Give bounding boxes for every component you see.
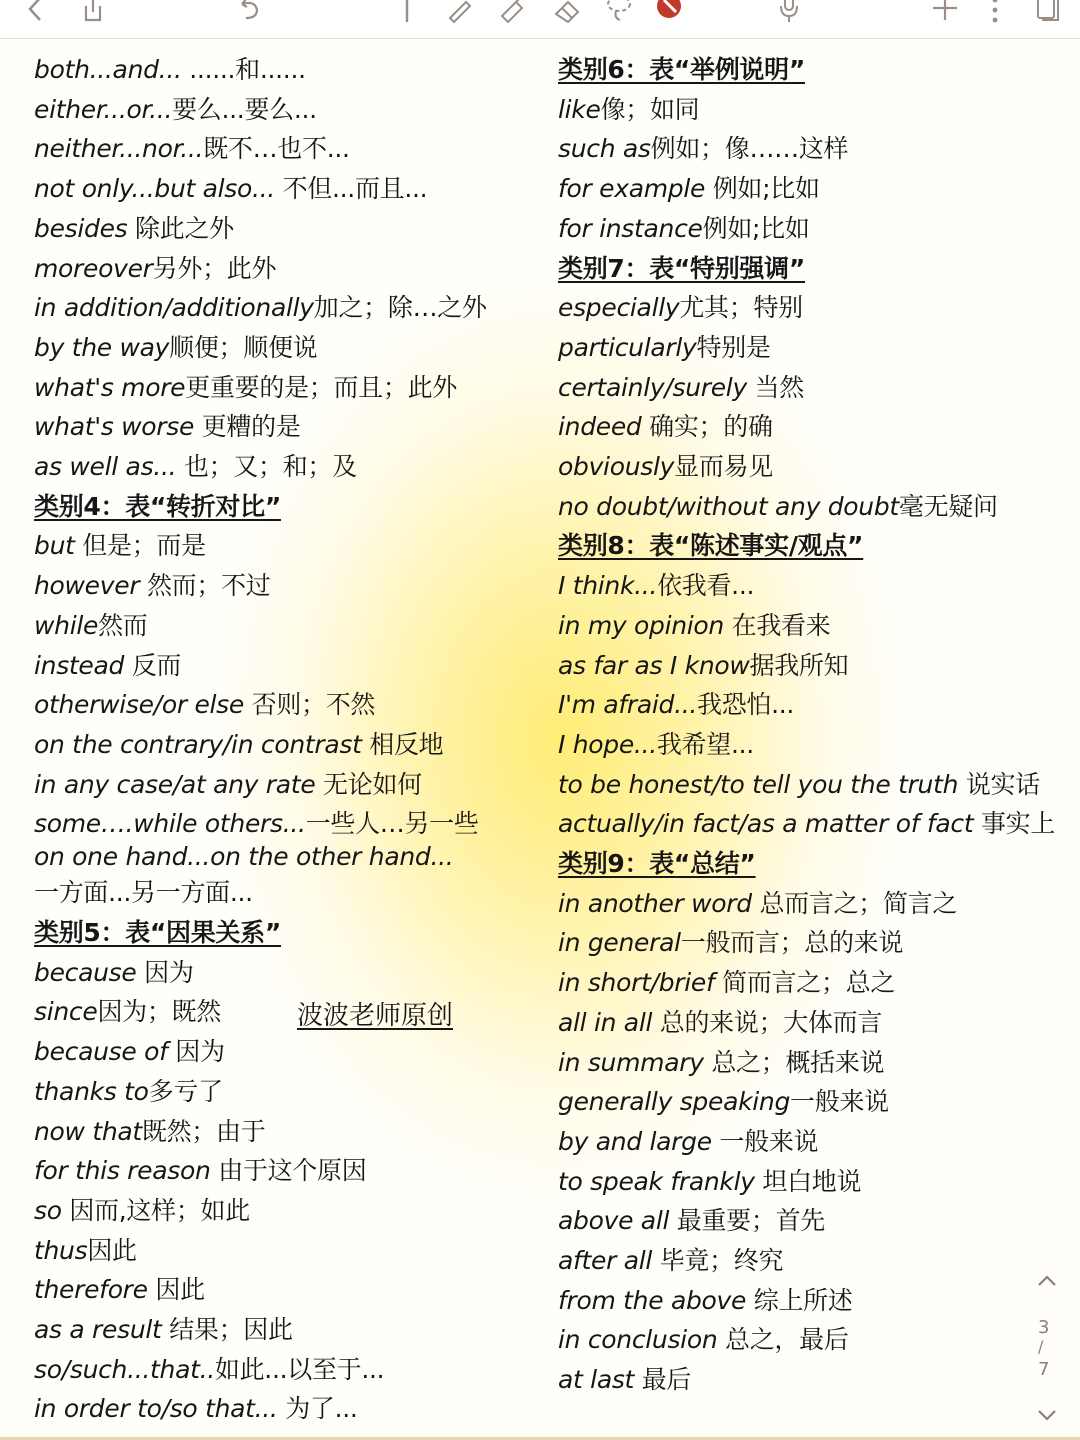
phrase-line — [34, 173, 427, 207]
phrase-line — [558, 769, 1040, 803]
phrase-line — [558, 332, 771, 366]
english-phrase: so/such...that.. — [34, 1355, 215, 1384]
chinese-meaning: 例如;比如 — [702, 213, 810, 243]
chinese-meaning: 确实；的确 — [649, 412, 773, 442]
chinese-meaning: 无论如何 — [323, 770, 422, 799]
chinese-meaning: 一方面...另一方面... — [34, 878, 253, 907]
english-phrase: to speak frankly — [558, 1166, 763, 1196]
current-page: 3 — [1038, 1317, 1050, 1338]
phrase-line — [558, 213, 810, 247]
chinese-meaning: 例如;比如 — [712, 174, 820, 204]
phrase-line — [34, 729, 443, 763]
english-phrase: thanks to — [34, 1077, 149, 1106]
phrase-line — [34, 808, 479, 842]
chinese-meaning: 尤其；特别 — [679, 293, 803, 323]
english-phrase: particularly — [558, 332, 697, 362]
phrase-line — [558, 451, 773, 485]
pen-icon[interactable] — [444, 0, 478, 26]
english-phrase: in short/brief — [558, 968, 723, 998]
phrase-line — [34, 1076, 223, 1110]
english-phrase: obviously — [558, 452, 675, 481]
chinese-meaning: 不但...而且... — [282, 174, 428, 203]
phrase-line — [558, 729, 754, 763]
phrase-line — [34, 1155, 366, 1189]
phrase-line — [558, 689, 794, 723]
chinese-meaning: 据我所知 — [749, 650, 849, 680]
page-navigator — [1028, 1271, 1068, 1431]
english-phrase: above all — [558, 1206, 677, 1236]
phrase-line — [558, 1166, 861, 1200]
english-phrase: as well as... — [34, 452, 184, 481]
english-phrase: for instance — [558, 213, 703, 243]
english-phrase: otherwise/or else — [34, 690, 252, 719]
english-phrase: however — [34, 571, 147, 600]
chinese-meaning: 顺便；顺便说 — [169, 333, 318, 362]
english-phrase: in conclusion — [558, 1325, 726, 1355]
phrase-line — [34, 292, 487, 326]
chinese-meaning: 要么...要么... — [172, 95, 317, 124]
chinese-meaning: 总而言之；简言之 — [759, 888, 958, 918]
english-phrase: while — [34, 611, 99, 640]
english-phrase: either...or... — [34, 95, 173, 124]
english-phrase: therefore — [34, 1275, 156, 1304]
phrase-line — [34, 94, 317, 128]
phrase-line — [558, 173, 820, 207]
english-phrase: at last — [558, 1365, 642, 1395]
english-phrase: generally speaking — [558, 1087, 791, 1117]
phrase-line — [558, 292, 803, 326]
chinese-meaning: 然而；不过 — [146, 571, 271, 600]
english-phrase: by the way — [34, 333, 170, 362]
chinese-meaning: 更糟的是 — [201, 412, 301, 441]
toolbar — [0, 0, 1080, 39]
chinese-meaning: 多亏了 — [148, 1077, 223, 1106]
chinese-meaning: 否则；不然 — [251, 690, 376, 719]
english-phrase: especially — [558, 293, 680, 323]
english-phrase: in any case/at any rate — [34, 770, 324, 799]
phrase-line — [558, 1285, 853, 1319]
phrase-line — [558, 1086, 889, 1120]
english-phrase: because — [34, 958, 145, 987]
chinese-meaning: 然而 — [98, 611, 148, 640]
english-phrase: for this reason — [34, 1156, 219, 1185]
chinese-meaning: 当然 — [754, 372, 805, 402]
english-phrase: after all — [558, 1246, 660, 1275]
english-phrase: both...and... — [34, 55, 190, 84]
phrase-line — [558, 491, 998, 525]
english-phrase: as far as I know — [558, 650, 750, 680]
category-heading: 类别8：表“陈述事实/观点” — [558, 531, 864, 561]
chinese-meaning: 坦白地说 — [762, 1166, 862, 1196]
phrase-line — [34, 769, 422, 803]
category-heading: 类别5：表“因果关系” — [34, 918, 281, 947]
english-phrase: from the above — [558, 1285, 754, 1315]
english-phrase: not only...but also... — [34, 174, 283, 203]
phrase-line — [34, 1274, 205, 1308]
english-phrase: like — [558, 94, 601, 124]
chinese-meaning: 我恐怕... — [697, 690, 795, 720]
phrase-line — [34, 332, 317, 366]
chinese-meaning: 既然；由于 — [141, 1117, 266, 1146]
english-phrase: in another word — [558, 888, 760, 918]
chinese-meaning: 在我看来 — [731, 610, 831, 640]
phrase-line — [558, 808, 1055, 842]
phrase-line — [34, 411, 301, 445]
chinese-meaning: 毕竟；终究 — [659, 1246, 784, 1275]
phrase-line — [34, 610, 147, 644]
color-picker-icon[interactable] — [652, 0, 686, 26]
category-heading: 类别9：表“总结” — [558, 849, 756, 878]
phrase-line — [558, 372, 804, 406]
chinese-meaning: 简而言之；总之 — [722, 968, 896, 998]
english-phrase: in summary — [558, 1047, 712, 1077]
lasso-icon[interactable] — [602, 0, 636, 26]
chinese-meaning: 另外；此外 — [152, 254, 277, 283]
chinese-meaning: 一般来说 — [790, 1087, 889, 1117]
chinese-meaning: 也；又；和；及 — [183, 452, 357, 481]
phrase-line — [558, 1245, 783, 1279]
english-phrase: certainly/surely — [558, 372, 755, 402]
phrase-line — [558, 1205, 825, 1239]
eraser-icon[interactable] — [550, 0, 584, 26]
phrase-line — [558, 967, 895, 1001]
chinese-meaning: 结果；因此 — [169, 1315, 293, 1344]
phrase-line — [34, 1036, 225, 1070]
chinese-meaning: 因而,这样；如此 — [69, 1196, 250, 1225]
english-phrase: what's worse — [34, 412, 202, 441]
english-phrase: so — [34, 1196, 70, 1225]
page-down-icon[interactable] — [1034, 1405, 1060, 1425]
english-phrase: in general — [558, 928, 681, 958]
english-phrase: as a result — [34, 1315, 170, 1344]
chinese-meaning: 说实话 — [965, 769, 1040, 799]
phrase-line — [34, 253, 276, 287]
english-phrase: in order to/so that... — [34, 1394, 286, 1423]
english-phrase: some….while others... — [34, 809, 306, 838]
phrase-line — [558, 570, 754, 604]
phrase-line — [34, 650, 181, 684]
share-icon[interactable] — [76, 0, 110, 26]
phrase-line — [558, 1324, 849, 1358]
english-phrase: on the contrary/in contrast — [34, 730, 370, 759]
english-phrase: since — [34, 997, 98, 1026]
phrase-line — [558, 133, 848, 167]
total-pages: 7 — [1038, 1359, 1050, 1380]
phrase-line — [34, 54, 306, 88]
english-phrase: besides — [34, 214, 136, 243]
chinese-meaning: 更重要的是；而且；此外 — [185, 373, 457, 402]
phrase-line — [34, 372, 457, 406]
chinese-meaning: 相反地 — [369, 730, 444, 759]
chinese-meaning: 例如；像……这样 — [650, 134, 849, 164]
chinese-meaning: 由于这个原因 — [218, 1156, 367, 1185]
chinese-meaning: 像；如同 — [600, 94, 700, 124]
chinese-meaning: 因为 — [144, 958, 194, 987]
chinese-meaning: 综上所述 — [753, 1285, 853, 1315]
english-phrase: in my opinion — [558, 610, 732, 640]
text-tool-icon[interactable] — [390, 0, 424, 26]
highlighter-icon[interactable] — [496, 0, 530, 26]
chinese-meaning: 显而易见 — [674, 452, 773, 481]
undo-icon[interactable] — [232, 0, 266, 26]
phrase-line — [34, 1393, 358, 1427]
chinese-meaning: 因为 — [175, 1037, 225, 1066]
category-heading: 类别7：表“特别强调” — [558, 253, 805, 283]
english-phrase: what's more — [34, 373, 186, 402]
phrase-line — [558, 411, 773, 445]
note-page — [0, 39, 1080, 1440]
phrase-line — [34, 213, 234, 247]
phrase-line — [34, 957, 194, 991]
phrase-line — [34, 1195, 250, 1229]
phrase-line — [558, 650, 848, 684]
chinese-meaning: 因此 — [155, 1275, 205, 1304]
microphone-icon[interactable] — [772, 0, 806, 26]
english-phrase: I'm afraid... — [558, 690, 698, 720]
chinese-meaning: 除此之外 — [135, 214, 234, 243]
chinese-meaning: 加之；除…之外 — [313, 293, 487, 322]
phrase-line — [558, 1364, 691, 1398]
chinese-meaning: 总的来说；大体而言 — [659, 1007, 883, 1037]
phrase-line — [558, 1047, 884, 1081]
phrase-line — [558, 927, 903, 961]
add-icon[interactable] — [928, 0, 962, 26]
pages-icon[interactable] — [1030, 0, 1064, 26]
phrase-line — [558, 610, 830, 644]
phrase-line — [558, 1007, 882, 1041]
chinese-meaning: 总之，最后 — [725, 1325, 849, 1355]
english-phrase: actually/in fact/as a matter of fact — [558, 809, 981, 839]
phrase-line — [558, 94, 699, 128]
chinese-meaning: 事实上 — [980, 809, 1056, 839]
phrase-line — [558, 888, 957, 922]
english-phrase: to be honest/to tell you the truth — [558, 769, 966, 799]
phrase-line — [34, 877, 253, 911]
category-heading: 类别4：表“转折对比” — [34, 492, 281, 521]
chinese-meaning: ......和...... — [189, 55, 306, 84]
chinese-meaning: 总之；概括来说 — [711, 1047, 885, 1077]
phrase-line — [34, 996, 221, 1030]
chinese-meaning: 因为；既然 — [97, 997, 221, 1026]
english-phrase: indeed — [558, 412, 650, 442]
phrase-line — [34, 689, 375, 723]
chinese-meaning: 一般而言；总的来说 — [680, 928, 904, 958]
english-phrase: for example — [558, 174, 713, 204]
chinese-meaning: 我希望... — [656, 729, 754, 759]
english-phrase: by and large — [558, 1126, 720, 1156]
english-phrase: moreover — [34, 254, 153, 283]
phrase-line — [34, 1116, 265, 1150]
phrase-line — [558, 1126, 818, 1160]
english-phrase: on one hand...on the other hand... — [34, 842, 454, 871]
phrase-line — [34, 570, 270, 604]
category-heading: 类别6：表“举例说明” — [558, 55, 805, 84]
chinese-meaning: 为了... — [285, 1394, 358, 1423]
phrase-line — [34, 451, 357, 485]
chinese-meaning: 既不…也不... — [203, 134, 350, 163]
phrase-line — [34, 1354, 384, 1388]
chinese-meaning: 一些人…另一些 — [305, 809, 479, 838]
chinese-meaning: 最后 — [641, 1365, 692, 1395]
english-phrase: no doubt/without any doubt — [558, 491, 899, 521]
phrase-line — [34, 133, 350, 167]
english-phrase: because of — [34, 1037, 176, 1066]
chinese-meaning: 如此...以至于... — [214, 1355, 385, 1384]
phrase-line — [34, 1235, 137, 1269]
more-icon[interactable] — [978, 0, 1012, 26]
chinese-meaning: 一般来说 — [719, 1126, 819, 1156]
chinese-meaning: 因此 — [87, 1236, 137, 1265]
chinese-meaning: 特别是 — [696, 332, 771, 362]
english-phrase: such as — [558, 134, 651, 164]
english-phrase: in addition/additionally — [34, 293, 314, 322]
page-separator: / — [1038, 1337, 1044, 1356]
back-icon[interactable] — [18, 0, 52, 26]
english-phrase: thus — [34, 1236, 88, 1265]
english-phrase: now that — [34, 1117, 142, 1146]
page-up-icon[interactable] — [1034, 1271, 1060, 1291]
english-phrase: but — [34, 531, 83, 560]
chinese-meaning: 最重要；首先 — [676, 1206, 825, 1236]
phrase-line — [34, 530, 206, 564]
chinese-meaning: 依我看... — [657, 571, 755, 601]
english-phrase: I hope... — [558, 729, 657, 759]
english-phrase: all in all — [558, 1007, 660, 1037]
english-phrase: instead — [34, 651, 132, 680]
english-phrase: I think... — [558, 571, 658, 601]
chinese-meaning: 但是；而是 — [82, 531, 206, 560]
phrase-line — [34, 1314, 293, 1348]
chinese-meaning: 毫无疑问 — [898, 491, 998, 521]
phrase-line — [34, 841, 453, 875]
english-phrase: neither...nor... — [34, 134, 204, 163]
author-credit: 波波老师原创 — [297, 1001, 454, 1031]
chinese-meaning: 反而 — [131, 651, 182, 680]
